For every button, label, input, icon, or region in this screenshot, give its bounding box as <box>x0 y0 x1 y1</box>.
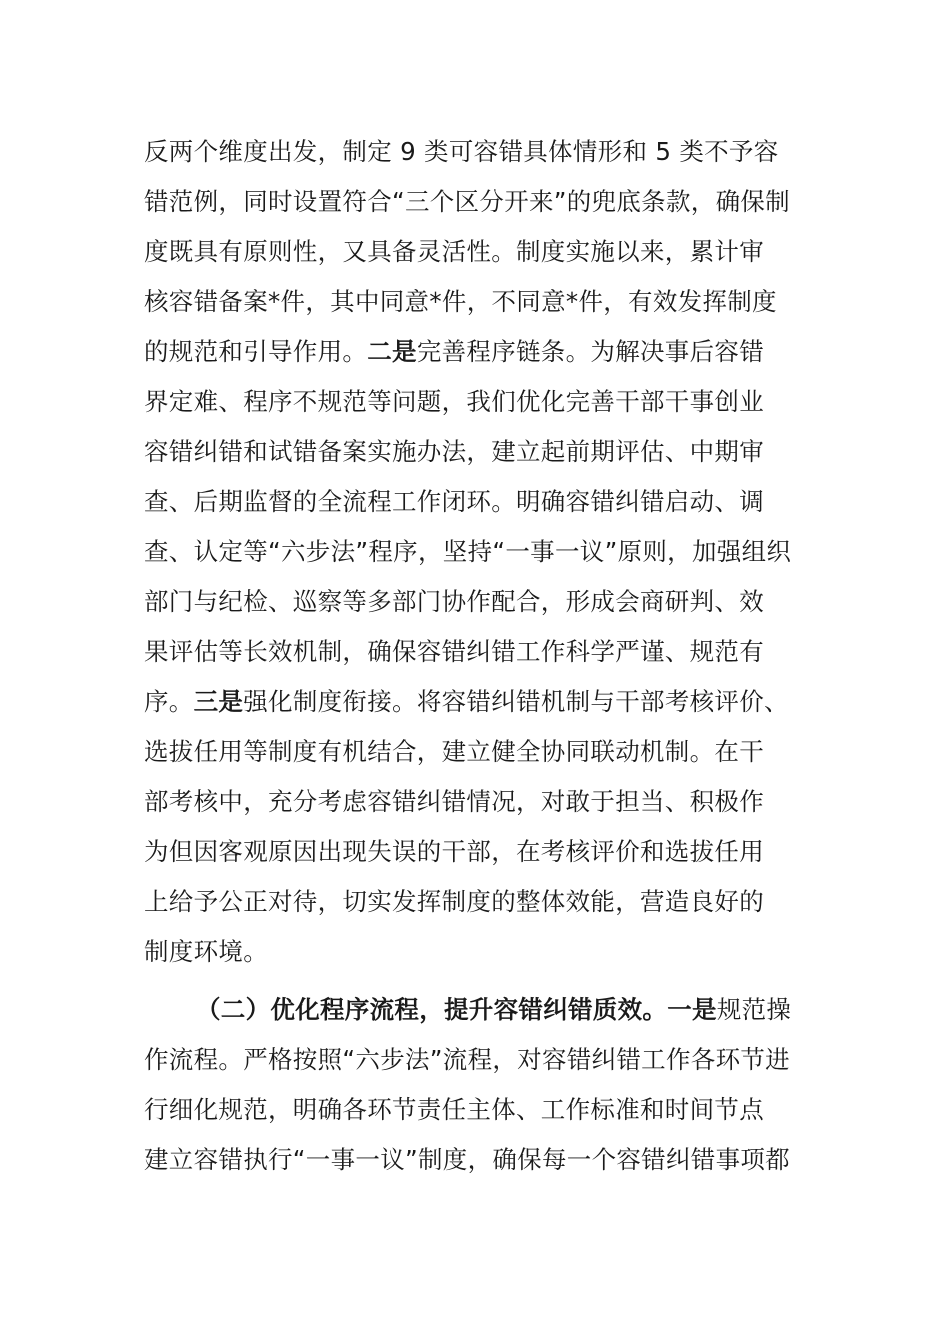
text-run: 完善程序链条。为解决事后容错 <box>416 337 765 366</box>
text-run: 规范操 <box>716 995 792 1024</box>
text-line: 核容错备案*件，其中同意*件，不同意*件，有效发挥制度 <box>144 287 777 316</box>
text-line: 选拔任用等制度有机结合，建立健全协同联动机制。在干 <box>144 737 764 766</box>
bold-lead-three: 三是 <box>193 687 244 716</box>
text-line <box>144 677 834 727</box>
text-line: 界定难、程序不规范等问题，我们优化完善干部干事创业 <box>144 387 764 416</box>
bold-lead-one: 一是 <box>667 995 717 1024</box>
text-line: 上给予公正对待，切实发挥制度的整体效能，营造良好的 <box>144 887 764 916</box>
text-line <box>144 327 834 377</box>
text-line: 行细化规范，明确各环节责任主体、工作标准和时间节点 <box>144 1095 764 1124</box>
text-line <box>144 985 834 1035</box>
text-line: 作流程。严格按照“六步法”流程，对容错纠错工作各环节进 <box>144 1045 790 1074</box>
text-line: 查、认定等“六步法”程序，坚持“一事一议”原则，加强组织 <box>144 537 792 566</box>
text-line: 部考核中，充分考虑容错纠错情况，对敢于担当、积极作 <box>144 787 764 816</box>
paragraph-1 <box>144 127 834 977</box>
text-line: 部门与纪检、巡察等多部门协作配合，形成会商研判、效 <box>144 587 764 616</box>
text-line: 果评估等长效机制，确保容错纠错工作科学严谨、规范有 <box>144 637 764 666</box>
text-line: 容错纠错和试错备案实施办法，建立起前期评估、中期审 <box>144 437 764 466</box>
text-line: 制度环境。 <box>144 937 268 966</box>
text-run: 的规范和引导作用。 <box>144 337 368 366</box>
text-line: 度既具有原则性，又具备灵活性。制度实施以来，累计审 <box>144 237 764 266</box>
text-line: 建立容错执行“一事一议”制度，确保每一个容错纠错事项都 <box>144 1145 790 1174</box>
paragraph-2 <box>144 985 834 1185</box>
text-line: 为但因客观原因出现失误的干部，在考核评价和选拔任用 <box>144 837 764 866</box>
text-run: 强化制度衔接。将容错纠错机制与干部考核评价、 <box>243 687 789 716</box>
section-heading: （二）优化程序流程，提升容错纠错质效。 <box>196 995 668 1024</box>
text-line: 反两个维度出发，制定 9 类可容错具体情形和 5 类不予容 <box>144 137 779 166</box>
text-run: 序。 <box>144 687 194 716</box>
text-line: 查、后期监督的全流程工作闭环。明确容错纠错启动、调 <box>144 487 764 516</box>
bold-lead-two: 二是 <box>367 337 417 366</box>
text-line: 错范例，同时设置符合“三个区分开来”的兜底条款，确保制 <box>144 187 790 216</box>
